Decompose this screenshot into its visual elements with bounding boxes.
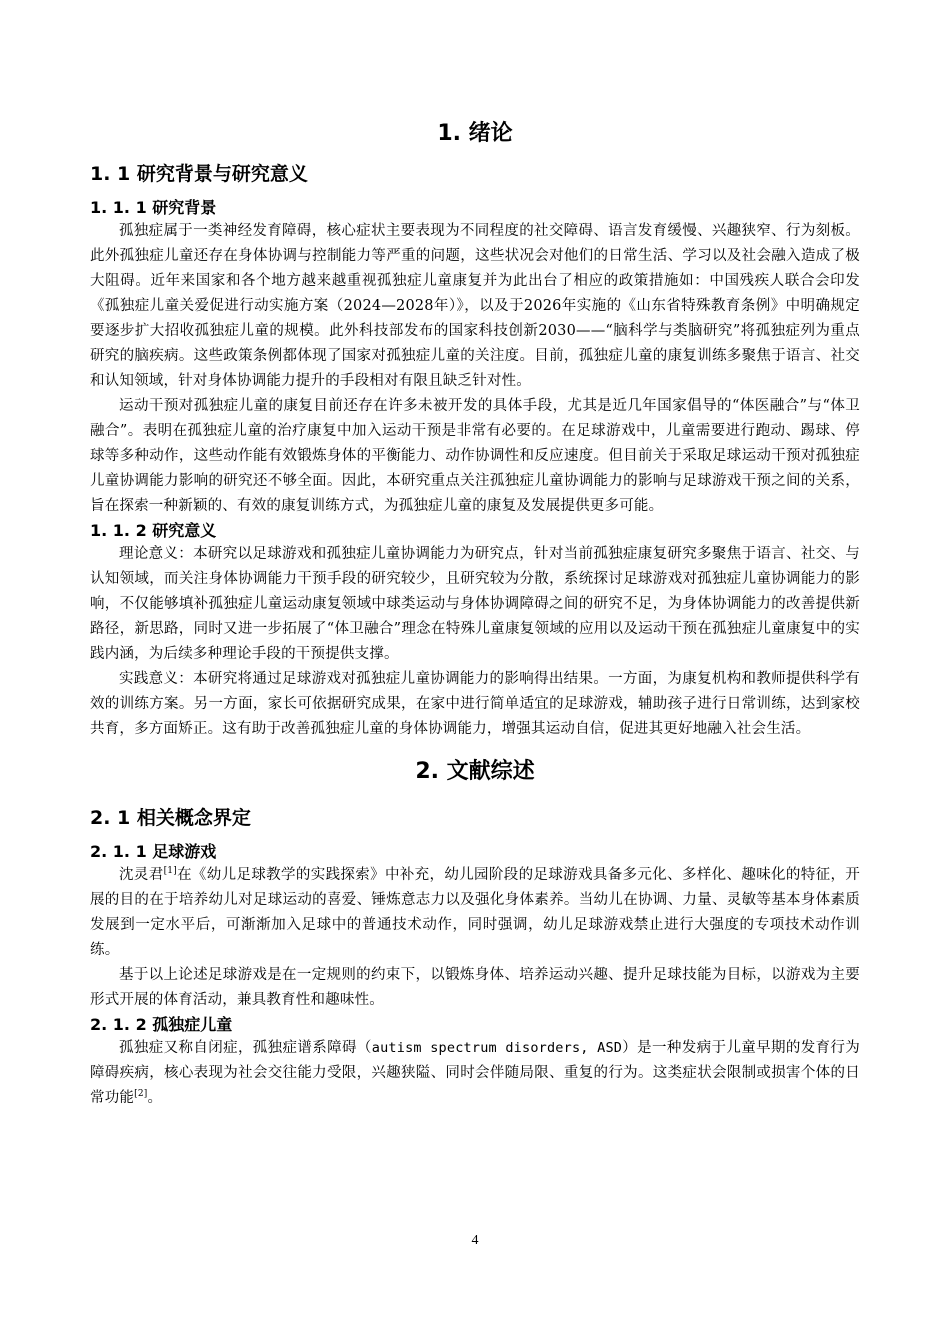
paragraph-text: 在《幼儿足球教学的实践探索》中补充，幼儿园阶段的足球游戏具备多元化、多样化、趣味化的特征，开展的目的在于培养幼儿对足球运动的喜爱、锤炼意志力以及强化身体素养。当幼儿在协调、力量、灵敏等基本身体素质发展到一定水平后，可渐渐加入足球中的普通技术动作，同时强调，幼儿足球游戏禁止进行大强度的专项技术动作训练。 bbox=[90, 867, 860, 958]
paragraph-autism-definition bbox=[90, 1036, 860, 1111]
paragraph-research-background-2: 运动干预对孤独症儿童的康复目前还存在许多未被开发的具体手段，尤其是近几年国家倡导的“体医融合”与“体卫融合”。表明在孤独症儿童的治疗康复中加入运动干预是非常有必要的。在足球游戏中，儿童需要进行跑动、踢球、停球等多种动作，这些动作能有效锻炼身体的平衡能力、动作协调性和反应速度。但目前关于采取足球运动干预对孤独症儿童协调能力影响的研究还不够全面。因此，本研究重点关注孤独症儿童协调能力的影响与足球游戏干预之间的关系，旨在探索一种新颖的、有效的康复训练方式，为孤独症儿童的康复及发展提供更多可能。 bbox=[90, 398, 860, 514]
citation-ref-2: [2] bbox=[134, 1089, 148, 1100]
author-name: 沈灵君 bbox=[119, 867, 164, 883]
english-term: autism spectrum disorders, ASD bbox=[371, 1040, 623, 1056]
section-2-1-title: 2. 1 相关概念界定 bbox=[90, 807, 251, 829]
paragraph-football-game-definition bbox=[90, 863, 860, 963]
page-content bbox=[90, 118, 860, 1111]
paragraph-text: 。 bbox=[147, 1090, 163, 1106]
section-1-1-title: 1. 1 研究背景与研究意义 bbox=[90, 163, 308, 185]
page-number: 4 bbox=[471, 1233, 479, 1248]
chapter-1-title: 1. 绪论 bbox=[437, 121, 513, 146]
paragraph-football-game-summary: 基于以上论述足球游戏是在一定规则的约束下，以锻炼身体、培养运动兴趣、提升足球技能为目标，以游戏为主要形式开展的体育活动，兼具教育性和趣味性。 bbox=[90, 967, 860, 1008]
subsection-1-1-2-title: 1. 1. 2 研究意义 bbox=[90, 521, 217, 540]
chapter-2-title: 2. 文献综述 bbox=[415, 759, 535, 784]
paragraph-text: 孤独症又称自闭症，孤独症谱系障碍（ bbox=[119, 1040, 372, 1056]
paragraph-practical-significance: 实践意义：本研究将通过足球游戏对孤独症儿童协调能力的影响得出结果。一方面，为康复机构和教师提供科学有效的训练方案。另一方面，家长可依据研究成果，在家中进行简单适宜的足球游戏，辅助孩子进行日常训练，达到家校共育，多方面矫正。这有助于改善孤独症儿童的身体协调能力，增强其运动自信，促进其更好地融入社会生活。 bbox=[90, 671, 860, 737]
subsection-2-1-2-title: 2. 1. 2 孤独症儿童 bbox=[90, 1015, 233, 1034]
paragraph-text: ）是一种发病于儿童早期的发育行为障碍疾病，核心表现为社会交往能力受限，兴趣狭隘、同时会伴随局限、重复的行为。这类症状会限制或损害个体的日常功能 bbox=[90, 1040, 860, 1106]
citation-ref-1: [1] bbox=[163, 866, 177, 877]
subsection-1-1-1-title: 1. 1. 1 研究背景 bbox=[90, 198, 217, 217]
subsection-2-1-1-title: 2. 1. 1 足球游戏 bbox=[90, 842, 217, 861]
paragraph-theoretical-significance: 理论意义：本研究以足球游戏和孤独症儿童协调能力为研究点，针对当前孤独症康复研究多聚焦于语言、社交、与认知领域，而关注身体协调能力干预手段的研究较少，且研究较为分散，系统探讨足球游戏对孤独症儿童协调能力的影响，不仅能够填补孤独症儿童运动康复领域中球类运动与身体协调障碍之间的研究不足，为身体协调能力的改善提供新路径，新思路，同时又进一步拓展了“体卫融合”理念在特殊儿童康复领域的应用以及运动干预在孤独症儿童康复中的实践内涵，为后续多种理论手段的干预提供支撑。 bbox=[90, 546, 860, 662]
paragraph-research-background-1: 孤独症属于一类神经发育障碍，核心症状主要表现为不同程度的社交障碍、语言发育缓慢、兴趣狭窄、行为刻板。此外孤独症儿童还存在身体协调与控制能力等严重的问题，这些状况会对他们的日常生活、学习以及社会融入造成了极大阻碍。近年来国家和各个地方越来越重视孤独症儿童康复并为此出台了相应的政策措施如：中国残疾人联合会印发《孤独症儿童关爱促进行动实施方案（2024—2028年）》，以及于2026年实施的《山东省特殊教育条例》中明确规定要逐步扩大招收孤独症儿童的规模。此外科技部发布的国家科技创新2030——“脑科学与类脑研究”将孤独症列为重点研究的脑疾病。这些政策条例都体现了国家对孤独症儿童的关注度。目前，孤独症儿童的康复训练多聚焦于语言、社交和认知领域，针对身体协调能力提升的手段相对有限且缺乏针对性。 bbox=[90, 223, 860, 389]
